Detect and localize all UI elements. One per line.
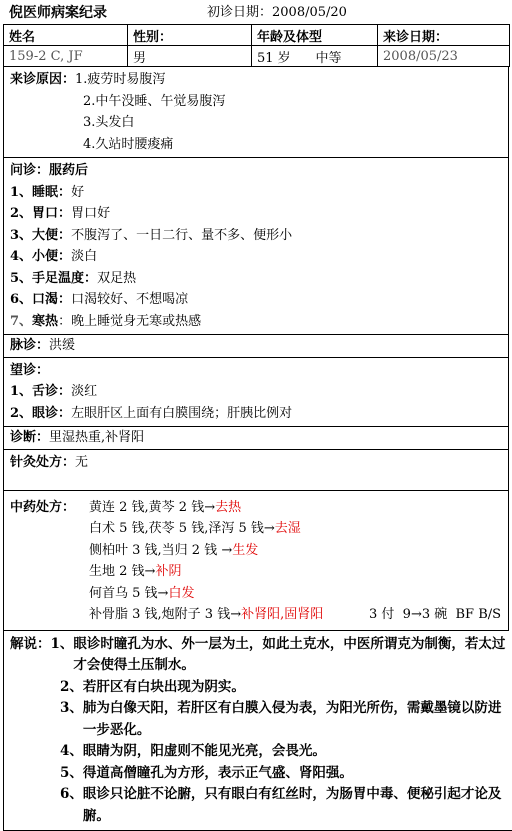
inquiry-item: 1、睡眠：好 — [4, 182, 508, 204]
inquiry-item: 5、手足温度：双足热 — [4, 268, 508, 290]
explanation-item: 6、 眼诊只论脏不论腑，只有眼白有红丝时，为肠胃中毒、便秘引起才论及腑。 — [10, 784, 512, 827]
diagnosis-section — [3, 427, 509, 450]
herb-effect: 补阴 — [155, 564, 181, 579]
herb-line: 生地 2 钱→ — [89, 564, 155, 579]
value-sex: 男 — [128, 46, 252, 67]
acupuncture-section — [3, 450, 509, 491]
herb-effect: 白发 — [168, 586, 194, 601]
case-record — [3, 0, 509, 831]
herb-line: 补骨脂 3 钱,炮附子 3 钱→ — [89, 607, 241, 622]
header-sex: 性别： — [128, 25, 252, 46]
header-name: 姓名 — [4, 25, 128, 46]
herb-line: 何首乌 5 钱→ — [89, 586, 168, 601]
pulse-label: 脉诊： — [10, 338, 49, 353]
herb-effect: 去湿 — [275, 521, 301, 536]
inspection-item: 1、舌诊：淡红 — [4, 381, 508, 403]
acupuncture-label: 针灸处方： — [10, 455, 75, 470]
info-header-row — [4, 25, 510, 46]
diagnosis-label: 诊断： — [10, 430, 49, 445]
reason-item: 4.久站时腰痠痛 — [83, 137, 173, 152]
acupuncture-text: 无 — [75, 455, 88, 470]
reason-section — [3, 67, 509, 158]
reason-item: 1.疲劳时易腹泻 — [75, 72, 165, 87]
header-age: 年龄及体型 — [252, 25, 378, 46]
record-header — [3, 0, 509, 24]
herbs-section — [3, 491, 509, 631]
header-visit-date: 来诊日期： — [378, 25, 510, 46]
pulse-section — [3, 335, 509, 358]
herb-line: 黄连 2 钱,黄芩 2 钱→ — [89, 500, 215, 515]
inquiry-item: 6、口渴：口渴较好、不想喝凉 — [4, 289, 508, 311]
explanation-item: 5、 得道高僧瞳孔为方形，表示正气盛、肾阳强。 — [10, 763, 512, 785]
value-visit-date: 2008/05/23 — [378, 46, 510, 67]
explanation-section — [3, 631, 512, 831]
herb-effect: 补肾阳,固肾阳 — [241, 607, 323, 622]
inquiry-item: 3、大便：不腹泻了、一日二行、量不多、便形小 — [4, 225, 508, 247]
reason-item: 2.中午没睡、午觉易腹泻 — [83, 94, 225, 109]
inquiry-section — [3, 158, 509, 335]
info-value-row — [4, 46, 510, 67]
herb-line: 侧柏叶 3 钱,当归 2 钱 → — [89, 543, 232, 558]
herb-effect: 生发 — [232, 543, 258, 558]
patient-info-table — [3, 24, 510, 67]
record-title: 倪医师病案纪录 — [9, 0, 107, 26]
explanation-item: 2、 若肝区有白块出现为阴实。 — [10, 677, 512, 699]
herbs-label: 中药处方： — [10, 497, 89, 519]
value-name: 159-2 C, JF — [4, 46, 128, 67]
inquiry-item: 2、胃口：胃口好 — [4, 203, 508, 225]
explanation-item: 4、 眼睛为阴，阳虚则不能见光亮，会畏光。 — [10, 741, 512, 763]
explanation-label: 解说： — [10, 634, 51, 677]
herb-line: 白术 5 钱,茯苓 5 钱,泽泻 5 钱→ — [89, 521, 275, 536]
inspection-title: 望诊： — [4, 360, 508, 382]
first-visit-date: 初诊日期：2008/05/20 — [207, 0, 347, 26]
inspection-section — [3, 358, 509, 428]
inquiry-item: 4、小便：淡白 — [4, 246, 508, 268]
herb-effect: 去热 — [215, 500, 241, 515]
reason-label: 来诊原因： — [10, 72, 75, 87]
inspection-item: 2、眼诊：左眼肝区上面有白膜围绕；肝胰比例对 — [4, 403, 508, 425]
explanation-item: 3、 肺为白像天阳，若肝区有白膜入侵为表，为阳光所伤，需戴墨镜以防进一步恶化。 — [10, 698, 512, 741]
pulse-text: 洪缓 — [49, 338, 75, 353]
value-age: 51 岁 中等 — [252, 46, 378, 67]
reason-item: 3.头发白 — [83, 115, 134, 130]
diagnosis-text: 里湿热重,补肾阳 — [49, 430, 144, 445]
explanation-item: 解说： 1、 眼诊时瞳孔为水、外一层为土，如此土克水，中医所谓克为制衡，若太过才会使得土压制水。 — [10, 634, 512, 677]
inquiry-item: 7、寒热：晚上睡觉身无寒或热感 — [4, 311, 508, 333]
inquiry-title: 问诊：服药后 — [4, 160, 508, 182]
herb-dosage: 3 付 9→3 碗 BF B/S — [369, 604, 501, 626]
